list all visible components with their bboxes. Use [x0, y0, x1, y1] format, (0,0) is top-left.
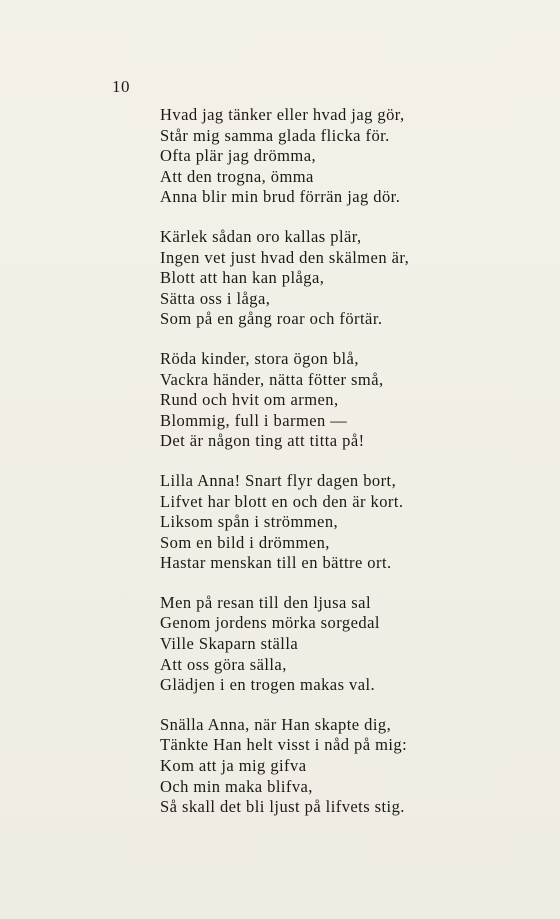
stanza-4: [160, 471, 500, 574]
poem-line: Rund och hvit om armen,: [160, 390, 339, 410]
poem-line: Står mig samma glada flicka för.: [160, 125, 390, 145]
stanza-3: [160, 349, 500, 452]
poem-line: Ville Skaparn ställa: [160, 634, 299, 654]
poem-line: Sätta oss i låga,: [160, 288, 271, 308]
poem-line: Men på resan till den ljusa sal: [160, 592, 371, 612]
poem-line: Anna blir min brud förrän jag dör.: [160, 187, 401, 207]
stanza-1: [160, 105, 500, 208]
poem-line: Lifvet har blott en och den är kort.: [160, 491, 404, 511]
stanza-6: [160, 715, 500, 818]
poem-line: Glädjen i en trogen makas val.: [160, 675, 376, 695]
poem-line: Röda kinder, stora ögon blå,: [160, 348, 359, 368]
poem-line: Liksom spån i strömmen,: [160, 512, 339, 532]
poem-line: Vackra händer, nätta fötter små,: [160, 369, 384, 389]
poem: [160, 105, 500, 818]
stanza-5: [160, 593, 500, 696]
poem-line: Lilla Anna! Snart flyr dagen bort,: [160, 470, 397, 490]
stanza-2: [160, 227, 500, 330]
page-number: 10: [112, 77, 130, 96]
poem-line: Kom att ja mig gifva: [160, 756, 307, 776]
poem-line: Som en bild i drömmen,: [160, 532, 330, 552]
poem-line: Att oss göra sälla,: [160, 654, 287, 674]
poem-line: Hastar menskan till en bättre ort.: [160, 553, 392, 573]
poem-line: Det är någon ting att titta på!: [160, 431, 365, 451]
poem-line: Genom jordens mörka sorgedal: [160, 613, 380, 633]
poem-line: Kärlek sådan oro kallas plär,: [160, 226, 362, 246]
poem-line: Och min maka blifva,: [160, 776, 313, 796]
poem-line: Hvad jag tänker eller hvad jag gör,: [160, 105, 405, 124]
poem-line: Så skall det bli ljust på lifvets stig.: [160, 797, 405, 817]
poem-line: Blommig, full i barmen —: [160, 410, 348, 430]
poem-line: Att den trogna, ömma: [160, 166, 314, 186]
poem-line: Ofta plär jag drömma,: [160, 146, 317, 166]
poem-line: Som på en gång roar och förtär.: [160, 309, 383, 329]
poem-line: Blott att han kan plåga,: [160, 268, 325, 288]
poem-line: Ingen vet just hvad den skälmen är,: [160, 247, 410, 267]
poem-line: Snälla Anna, när Han skapte dig,: [160, 714, 392, 734]
poem-line: Tänkte Han helt visst i nåd på mig:: [160, 735, 408, 755]
